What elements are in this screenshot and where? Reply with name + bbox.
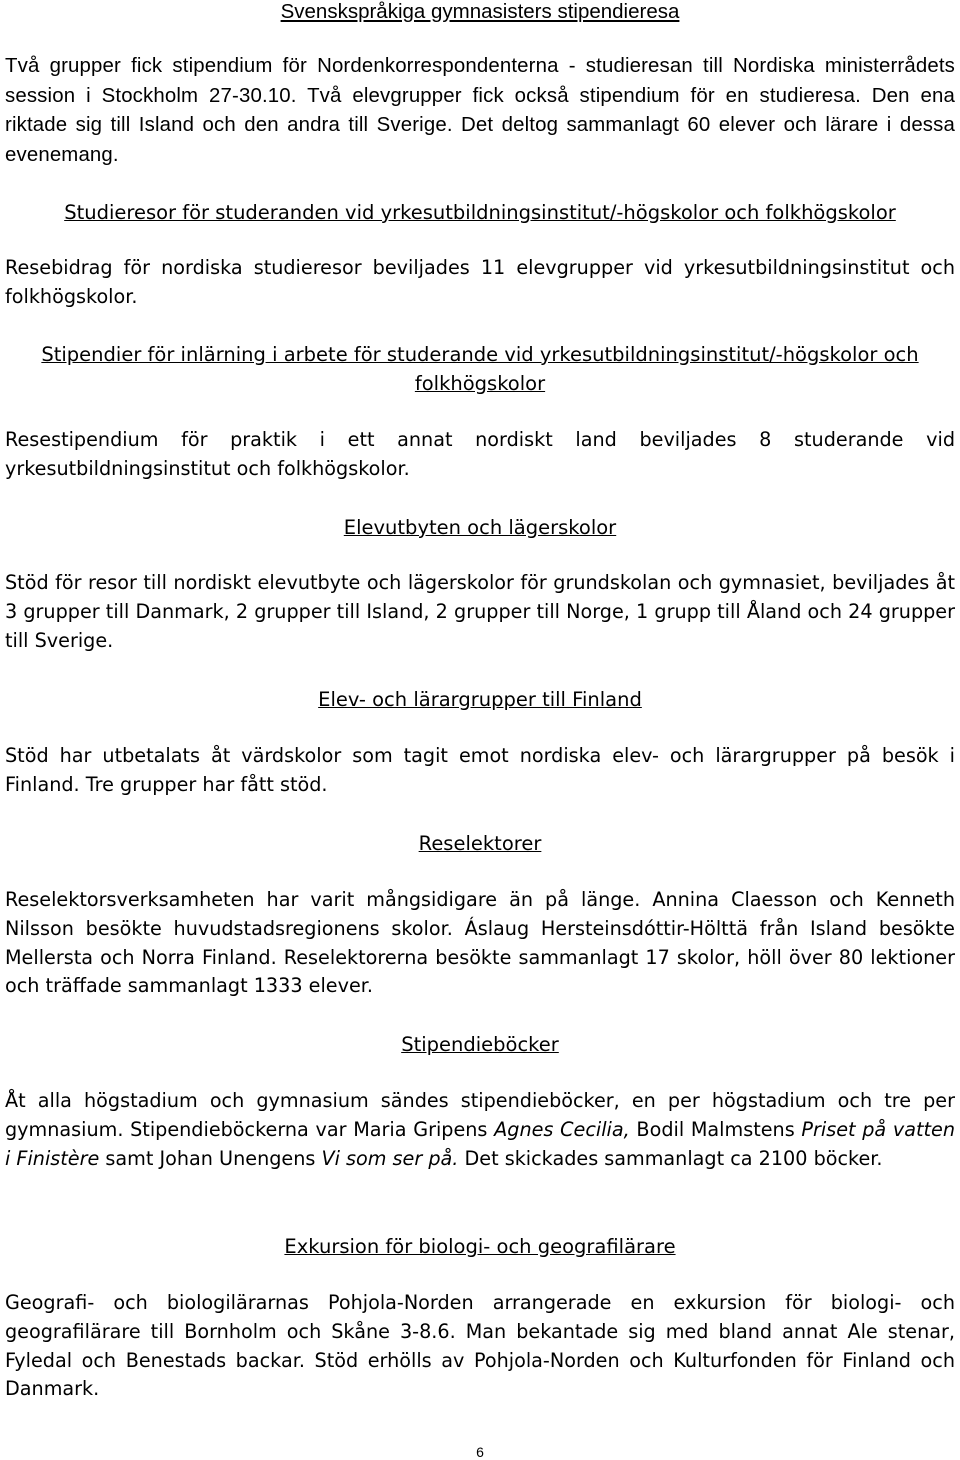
text-run: Åt alla högstadium och gymnasium sändes stipendieböcker, en per högstadium och tre per gymnasium. Stipendieböckerna var Maria Gripens <box>5 1089 955 1141</box>
section-paragraph-elevutbyten: Stöd för resor till nordiskt elevutbyte och lägerskolor för grundskolan och gymnasiet, beviljades åt 3 grupper till Danmark, 2 grupper till Island, 2 grupper till Norge, 1 grupp till Åland och 24 grupper till Sverige. <box>5 571 955 652</box>
section-heading-inlarning-i-arbete: Stipendier för inlärning i arbete för studerande vid yrkesutbildningsinstitut/-högskolor och folkhögskolor <box>41 343 919 395</box>
section-paragraph-exkursion: Geografi- och biologilärarnas Pohjola-Norden arrangerade en exkursion för biologi- och geografilärare till Bornholm och Skåne 3-8.6. Man bekantade sig med bland annat Ale stenar, Fyledal och Benestads backar. Stöd erhölls av Pohjola-Norden och Kulturfonden för Finland och Danmark. <box>5 1291 955 1401</box>
section-heading-elevutbyten: Elevutbyten och lägerskolor <box>343 516 617 539</box>
section-paragraph-reselektorer: Reselektorsverksamheten har varit mångsidigare än på länge. Annina Claesson och Kenneth Nilsson besökte huvudstadsregionens skolor. Áslaug Hersteinsdóttir-Hölttä från Island besökte Mellersta och Norra Finland. Reselektorerna besökte sammanlagt 17 skolor, höll över 80 lektioner och träffade sammanlagt 1333 elever. <box>5 888 955 998</box>
book-title-priset-pa-vatten: Priset på vatten i Finistère <box>5 1117 955 1170</box>
section-paragraph-studieresor: Resebidrag för nordiska studieresor beviljades 11 elevgrupper vid yrkesutbildningsinstitut och folkhögskolor. <box>5 256 955 308</box>
section-heading-elev-och-lararguppper: Elev- och lärargrupper till Finland <box>318 688 642 711</box>
section-paragraph-gymnasisters-stipendieresa: Två grupper fick stipendium för Nordenkorrespondenterna - studieresan till Nordiska ministerrådets session i Stockholm 27-30.10. Två elevgrupper fick också stipendium för en studieresa. Den ena riktade sig till Island och den andra till Sverige. Det deltog sammanlagt 60 elever och lärare i dessa evenemang. <box>5 55 955 166</box>
text-run: samt Johan Unengens <box>99 1146 322 1170</box>
text-run: Det skickades sammanlagt ca 2100 böcker. <box>458 1146 883 1170</box>
book-title-vi-som-ser-pa: Vi som ser på. <box>321 1146 459 1170</box>
page-number: 6 <box>476 1444 484 1460</box>
section-paragraph-stipendieböcker <box>5 1087 955 1173</box>
section-heading-stipendieböcker: Stipendieböcker <box>401 1033 559 1056</box>
text-run: Bodil Malmstens <box>629 1117 802 1141</box>
section-heading-reselektorer: Reselektorer <box>418 832 542 855</box>
section-paragraph-inlarning-i-arbete: Resestipendium för praktik i ett annat nordiskt land beviljades 8 studerande vid yrkesutbildningsinstitut och folkhögskolor. <box>5 428 955 480</box>
section-heading-gymnasisters-stipendieresa: Svenskspråkiga gymnasisters stipendieresa <box>280 0 680 23</box>
book-title-agnes-cecilia: Agnes Cecilia, <box>494 1117 630 1141</box>
section-heading-studieresor: Studieresor för studeranden vid yrkesutbildningsinstitut/-högskolor och folkhögskolor <box>64 201 896 224</box>
section-paragraph-elev-och-larargrupper: Stöd har utbetalats åt värdskolor som tagit emot nordiska elev- och lärargrupper på besök i Finland. Tre grupper har fått stöd. <box>5 744 955 796</box>
section-heading-exkursion: Exkursion för biologi- och geografilärare <box>284 1235 676 1258</box>
